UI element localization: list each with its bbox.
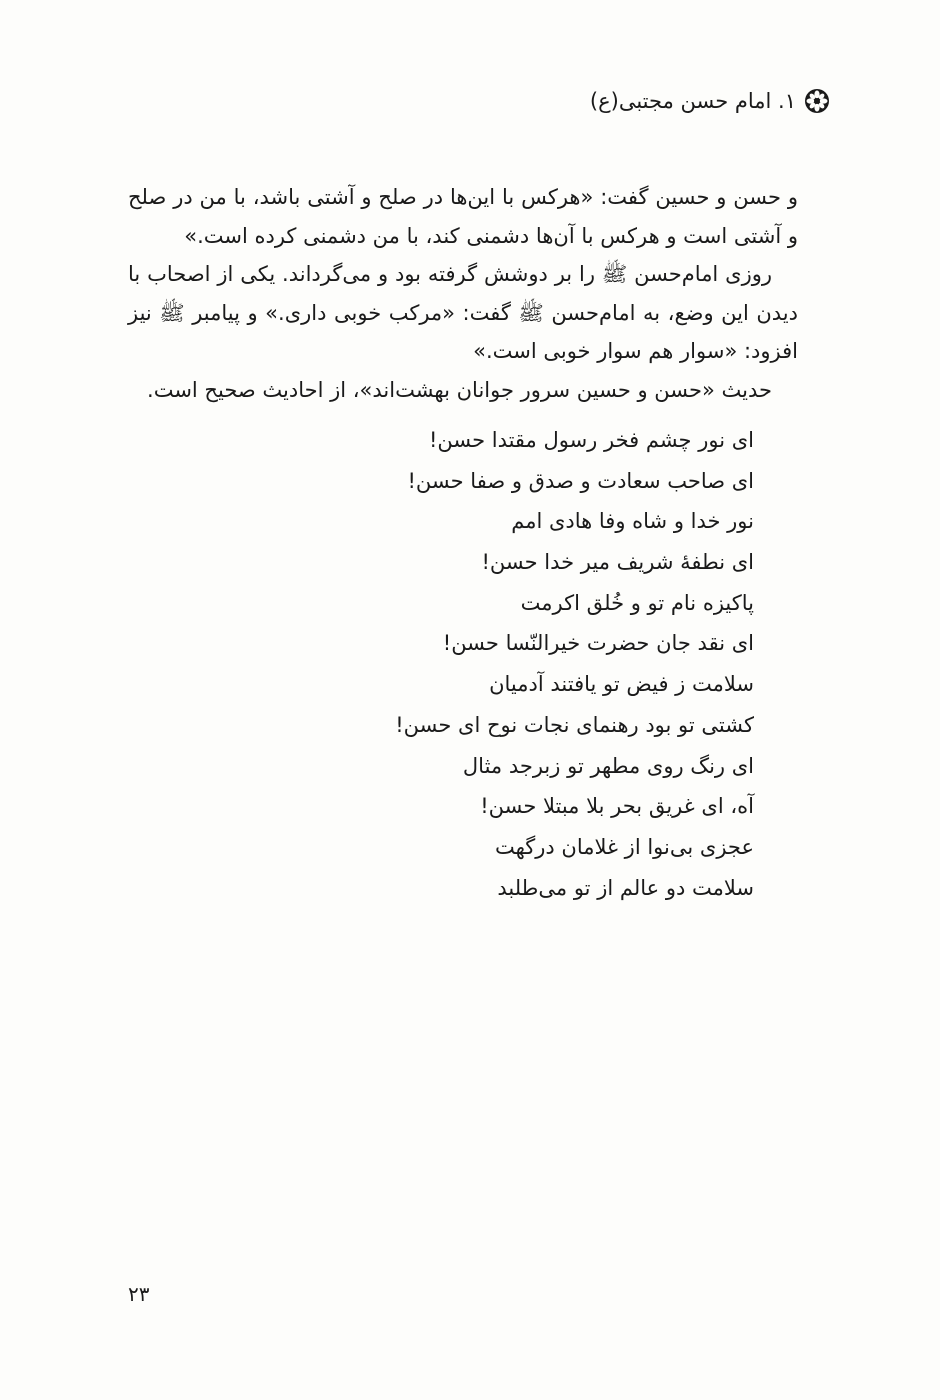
running-header [590, 88, 830, 114]
paragraph: روزی امام‌حسن ﷺ را بر دوشش گرفته بود و می‌گرداند. یکی از اصحاب با دیدن این وضع، به امام‌حسن ﷺ گفت: «مرکب خوبی داری.» و پیامبر ﷺ نیز افزود: «سوار هم سوار خوبی است.» [128, 262, 798, 363]
poem-verse: ای صاحب سعادت و صدق و صفا حسن! [407, 468, 754, 493]
paragraph: و حسن و حسین گفت: «هرکس با این‌ها در صلح و آشتی باشد، با من در صلح و آشتی است و هرکس با آن‌ها دشمنی کند، با من دشمنی کرده است.» [128, 185, 798, 248]
poem-verse: سلامت دو عالم از تو می‌طلبد [497, 875, 754, 900]
paragraph: حدیث «حسن و حسین سرور جوانان بهشت‌اند»، از احادیث صحیح است. [147, 377, 772, 402]
poem-verse: ای نطفهٔ شریف میر خدا حسن! [481, 550, 754, 575]
poem-verse: ای رنگ روی مطهر تو زبرجد مثال [462, 753, 754, 778]
poem-verse: کشتی تو بود رهنمای نجات نوح ای حسن! [395, 712, 754, 737]
poem-verse: ای نقد جان حضرت خیرالنّسا حسن! [442, 631, 754, 656]
poem [334, 420, 754, 908]
poem-verse: آه، ای غریق بحر بلا مبتلا حسن! [480, 794, 754, 819]
poem-verse: نور خدا و شاه وفا هادی امم [511, 509, 754, 534]
poem-verse: پاکیزه نام تو و خُلق اکرمت [520, 590, 754, 615]
flower-ornament-icon [804, 88, 830, 114]
chapter-title: ۱. امام حسن مجتبی(ع) [589, 89, 796, 113]
page-number: ۲۳ [128, 1282, 150, 1306]
poem-verse: عجزی بی‌نوا از غلامان درگهت [494, 834, 754, 859]
poem-verse: ای نور چشم فخر رسول مقتدا حسن! [428, 428, 754, 452]
body-text [128, 178, 798, 409]
poem-verse: سلامت ز فیض تو یافتند آدمیان [489, 672, 754, 697]
